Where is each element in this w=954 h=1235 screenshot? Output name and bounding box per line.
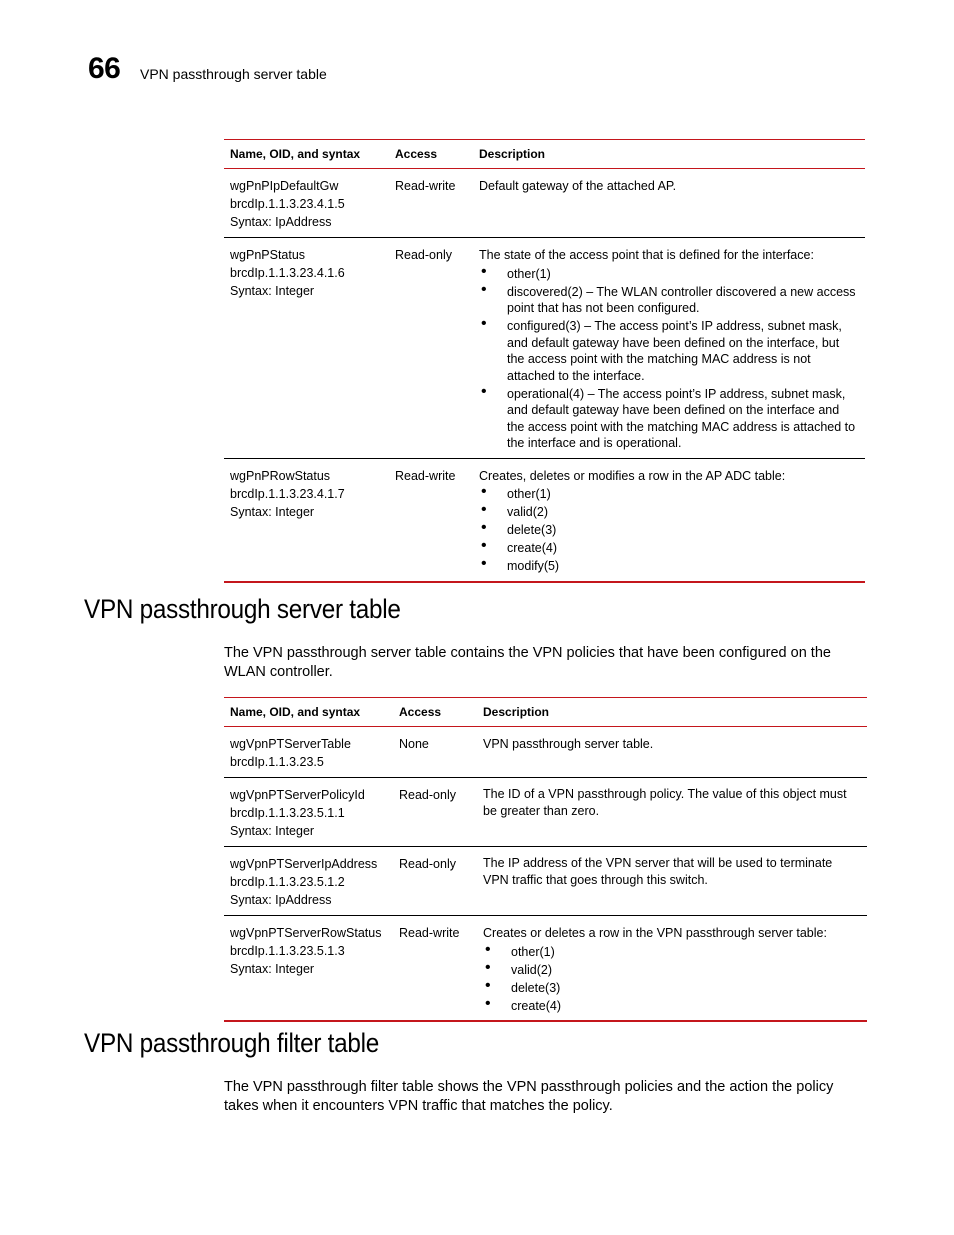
chapter-number: 66 <box>88 52 121 85</box>
list-item: • other(1) <box>483 944 861 961</box>
column-header-access: Access <box>395 147 438 161</box>
description-text: Default gateway of the attached AP. <box>479 179 677 193</box>
table-header-row <box>224 140 865 169</box>
list-item: • modify(5) <box>479 558 859 575</box>
description-text: The state of the access point that is defined for the interface: <box>479 248 814 262</box>
access-cell: Read-write <box>395 468 456 483</box>
list-item: • other(1) <box>479 266 859 283</box>
object-oid: brcdIp.1.1.3.23.5.1.2 <box>230 875 345 889</box>
description-text: VPN passthrough server table. <box>483 737 654 751</box>
table-row <box>224 169 865 238</box>
description-text: Creates, deletes or modifies a row in the AP ADC table: <box>479 468 786 483</box>
table-row <box>224 916 867 1022</box>
name-cell <box>224 847 393 916</box>
access-cell: None <box>399 737 429 751</box>
description-cell <box>473 238 865 459</box>
list-item: • discovered(2) – The WLAN controller discovered a new access point that has not been configured. <box>479 284 859 317</box>
bullet-list <box>479 266 859 452</box>
list-item: • delete(3) <box>479 522 859 539</box>
description-cell <box>477 727 867 778</box>
list-item: • valid(2) <box>483 962 861 979</box>
object-syntax: Syntax: Integer <box>230 284 315 298</box>
description-text: The IP address of the VPN server that will be used to terminate VPN traffic that goes through this switch. <box>483 856 833 887</box>
description-cell <box>477 916 867 1022</box>
object-name: wgPnPStatus <box>230 248 306 262</box>
bullet-list <box>483 944 861 1015</box>
object-name: wgPnPIpDefaultGw <box>230 179 339 193</box>
table-row <box>224 847 867 916</box>
description-cell <box>477 847 867 916</box>
column-header-name: Name, OID, and syntax <box>230 705 361 719</box>
object-oid: brcdIp.1.1.3.23.4.1.7 <box>230 486 345 501</box>
name-cell <box>224 458 389 582</box>
access-cell: Read-write <box>399 926 460 940</box>
object-syntax: Syntax: Integer <box>230 504 315 519</box>
table-row <box>224 778 867 847</box>
column-header-description: Description <box>483 705 550 719</box>
object-oid: brcdIp.1.1.3.23.5 <box>230 755 324 769</box>
list-item: • operational(4) – The access point’s IP address, subnet mask, and default gateway have been defined on the interface and the access point with the matching MAC address is attached to the interface and is operational. <box>479 386 859 452</box>
name-cell <box>224 778 393 847</box>
name-cell <box>224 916 393 1022</box>
object-name: wgVpnPTServerRowStatus <box>230 926 382 940</box>
object-oid: brcdIp.1.1.3.23.5.1.3 <box>230 944 345 958</box>
object-syntax: Syntax: IpAddress <box>230 893 332 907</box>
access-cell: Read-only <box>395 248 452 262</box>
running-title: VPN passthrough server table <box>140 66 327 82</box>
description-cell <box>477 778 867 847</box>
object-name: wgVpnPTServerTable <box>230 737 351 751</box>
table-header-row <box>224 698 867 727</box>
column-header-name: Name, OID, and syntax <box>230 147 361 161</box>
object-name: wgVpnPTServerPolicyId <box>230 788 365 802</box>
object-oid: brcdIp.1.1.3.23.4.1.6 <box>230 266 345 280</box>
bullet-list <box>479 486 859 575</box>
name-cell <box>224 727 393 778</box>
object-name: wgVpnPTServerIpAddress <box>230 857 378 871</box>
section-intro-server-table: The VPN passthrough server table contains the VPN policies that have been configured on the WLAN controller. <box>224 645 831 680</box>
list-item: • delete(3) <box>483 980 861 997</box>
list-item: • other(1) <box>479 486 859 503</box>
object-syntax: Syntax: Integer <box>230 962 315 976</box>
access-cell: Read-only <box>399 857 456 871</box>
object-oid: brcdIp.1.1.3.23.4.1.5 <box>230 197 345 211</box>
section-heading-filter-table: VPN passthrough filter table <box>84 1028 380 1058</box>
name-cell <box>224 238 389 459</box>
list-item: • valid(2) <box>479 504 859 521</box>
description-text: Creates or deletes a row in the VPN passthrough server table: <box>483 926 827 940</box>
column-header-description: Description <box>479 147 546 161</box>
column-header-access: Access <box>399 705 442 719</box>
object-name: wgPnPRowStatus <box>230 468 331 483</box>
description-cell <box>473 169 865 238</box>
name-cell <box>224 169 389 238</box>
description-text: The ID of a VPN passthrough policy. The value of this object must be greater than zero. <box>483 787 847 818</box>
list-item: • create(4) <box>483 998 861 1015</box>
object-syntax: Syntax: Integer <box>230 824 315 838</box>
access-cell: Read-write <box>395 179 456 193</box>
object-syntax: Syntax: IpAddress <box>230 215 332 229</box>
list-item: • create(4) <box>479 540 859 557</box>
mib-table-vpn-passthrough-server <box>224 697 867 1022</box>
mib-table-ap-adc <box>224 139 865 583</box>
description-cell <box>473 458 865 582</box>
table-row <box>224 727 867 778</box>
table-row <box>224 238 865 459</box>
section-heading-server-table: VPN passthrough server table <box>84 594 401 624</box>
list-item: • configured(3) – The access point’s IP address, subnet mask, and default gateway have been defined on the interface, but the access point with the matching MAC address is not attached to the interface. <box>479 318 859 384</box>
table-row <box>224 458 865 582</box>
section-intro-filter-table: The VPN passthrough filter table shows the VPN passthrough policies and the action the policy takes when it encounters VPN traffic that matches the policy. <box>224 1079 834 1114</box>
access-cell: Read-only <box>399 788 456 802</box>
object-oid: brcdIp.1.1.3.23.5.1.1 <box>230 806 345 820</box>
